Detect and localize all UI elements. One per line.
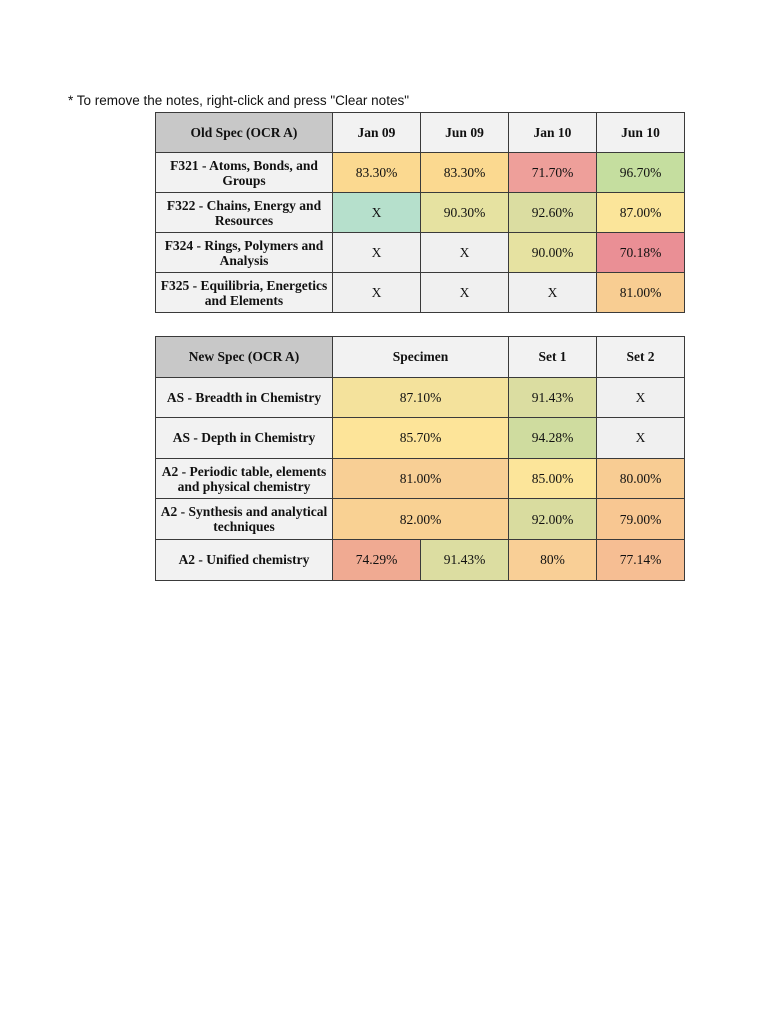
score-cell[interactable]: 74.29%	[333, 539, 421, 580]
row-label-a2-periodic[interactable]: A2 - Periodic table, elements and physical chemistry	[156, 458, 333, 499]
score-cell[interactable]: X	[333, 273, 421, 313]
score-cell[interactable]: 87.00%	[597, 193, 685, 233]
score-cell[interactable]: 79.00%	[597, 499, 685, 540]
score-cell[interactable]: 90.30%	[421, 193, 509, 233]
score-cell[interactable]: 91.43%	[421, 539, 509, 580]
column-header-specimen[interactable]: Specimen	[333, 337, 509, 378]
score-cell[interactable]: 81.00%	[597, 273, 685, 313]
score-cell[interactable]: 71.70%	[509, 153, 597, 193]
score-cell[interactable]: 80.00%	[597, 458, 685, 499]
column-header-jan-09[interactable]: Jan 09	[333, 113, 421, 153]
row-label-a2-unified[interactable]: A2 - Unified chemistry	[156, 539, 333, 580]
table-row	[156, 377, 685, 418]
column-header-jun-10[interactable]: Jun 10	[597, 113, 685, 153]
score-cell[interactable]: X	[597, 377, 685, 418]
score-cell[interactable]: 77.14%	[597, 539, 685, 580]
row-label-f325[interactable]: F325 - Equilibria, Energetics and Elements	[156, 273, 333, 313]
new-spec-header-row	[156, 337, 685, 378]
table-row	[156, 539, 685, 580]
row-label-as-breadth[interactable]: AS - Breadth in Chemistry	[156, 377, 333, 418]
score-cell[interactable]: 94.28%	[509, 418, 597, 459]
table-row	[156, 193, 685, 233]
old-spec-title[interactable]: Old Spec (OCR A)	[156, 113, 333, 153]
row-label-f322[interactable]: F322 - Chains, Energy and Resources	[156, 193, 333, 233]
row-label-f321[interactable]: F321 - Atoms, Bonds, and Groups	[156, 153, 333, 193]
old-spec-header-row	[156, 113, 685, 153]
table-row	[156, 153, 685, 193]
column-header-set-1[interactable]: Set 1	[509, 337, 597, 378]
score-cell[interactable]: 81.00%	[333, 458, 509, 499]
column-header-jan-10[interactable]: Jan 10	[509, 113, 597, 153]
score-cell[interactable]: 90.00%	[509, 233, 597, 273]
column-header-jun-09[interactable]: Jun 09	[421, 113, 509, 153]
score-cell[interactable]: 91.43%	[509, 377, 597, 418]
score-cell[interactable]: 92.60%	[509, 193, 597, 233]
new-spec-title[interactable]: New Spec (OCR A)	[156, 337, 333, 378]
score-cell[interactable]: X	[509, 273, 597, 313]
table-row	[156, 499, 685, 540]
row-label-f324[interactable]: F324 - Rings, Polymers and Analysis	[156, 233, 333, 273]
score-cell[interactable]: X	[421, 273, 509, 313]
score-cell[interactable]: 70.18%	[597, 233, 685, 273]
score-cell[interactable]: 96.70%	[597, 153, 685, 193]
score-cell[interactable]: X	[421, 233, 509, 273]
score-cell[interactable]: 82.00%	[333, 499, 509, 540]
score-cell[interactable]: 83.30%	[333, 153, 421, 193]
score-cell[interactable]: X	[597, 418, 685, 459]
new-spec-table	[155, 336, 685, 581]
score-cell[interactable]: 85.70%	[333, 418, 509, 459]
score-cell[interactable]: 92.00%	[509, 499, 597, 540]
clear-notes-hint: * To remove the notes, right-click and press "Clear notes"	[68, 93, 409, 108]
table-row	[156, 233, 685, 273]
table-row	[156, 458, 685, 499]
score-cell[interactable]: 83.30%	[421, 153, 509, 193]
score-cell[interactable]: X	[333, 233, 421, 273]
old-spec-table	[155, 112, 685, 313]
row-label-as-depth[interactable]: AS - Depth in Chemistry	[156, 418, 333, 459]
score-cell[interactable]: X	[333, 193, 421, 233]
score-cell[interactable]: 87.10%	[333, 377, 509, 418]
table-row	[156, 273, 685, 313]
score-cell[interactable]: 85.00%	[509, 458, 597, 499]
column-header-set-2[interactable]: Set 2	[597, 337, 685, 378]
table-row	[156, 418, 685, 459]
score-cell[interactable]: 80%	[509, 539, 597, 580]
row-label-a2-synthesis[interactable]: A2 - Synthesis and analytical techniques	[156, 499, 333, 540]
